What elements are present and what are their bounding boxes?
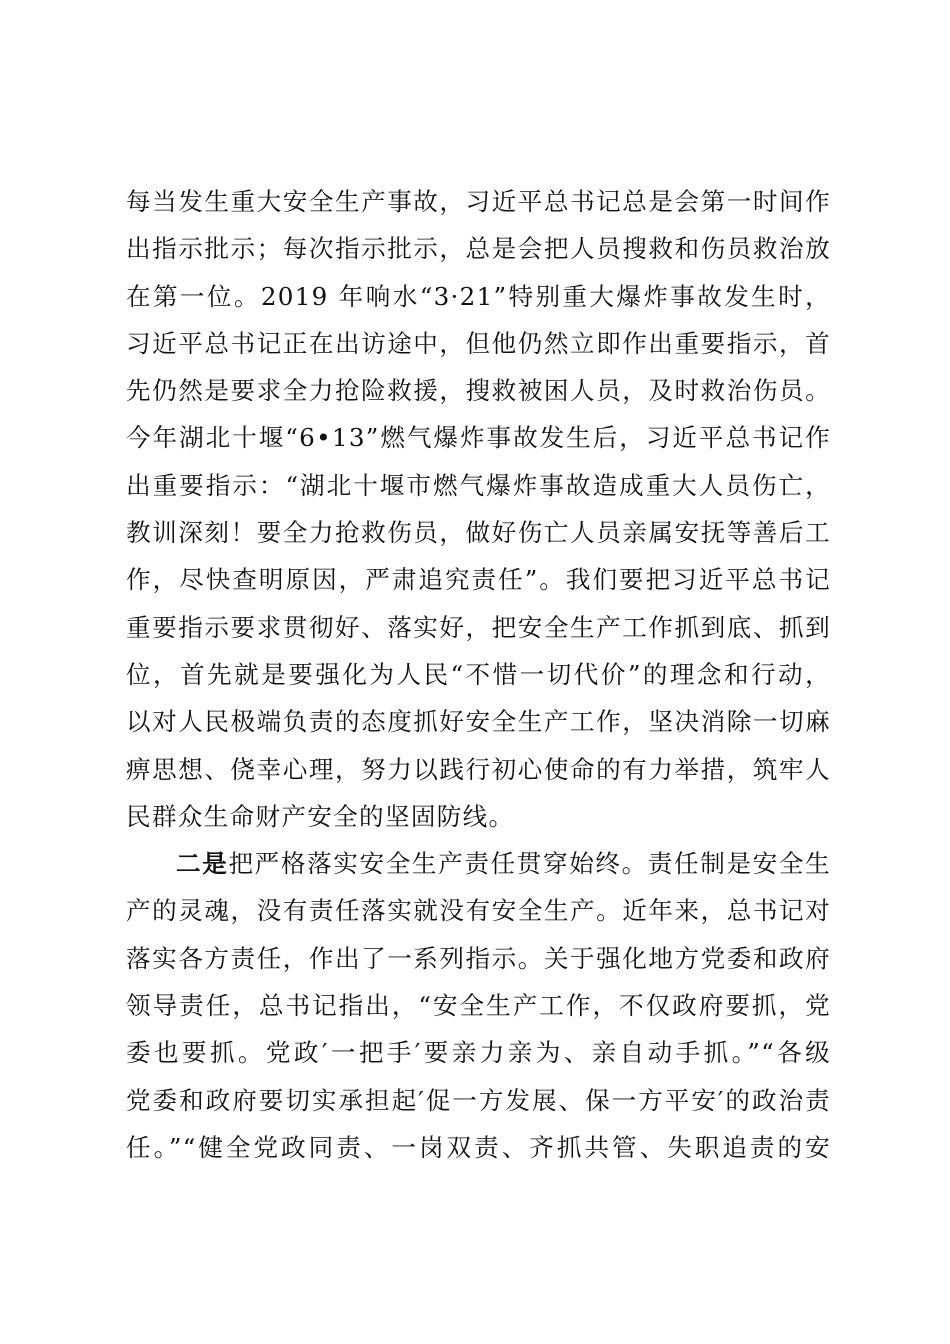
text-line: 落实各方责任，作出了一系列指示。关于强化地方党委和政府 [126, 943, 831, 973]
text-line: 习近平总书记正在出访途中，但他仍然立即作出重要指示，首 [126, 328, 831, 358]
text-line: 教训深刻！要全力抢救伤员，做好伤亡人员亲属安抚等善后工 [126, 518, 831, 548]
text-line: 出重要指示：“湖北十堰市燃气爆炸事故造成重大人员伤亡， [126, 470, 831, 500]
text-line: 领导责任，总书记指出，“安全生产工作，不仅政府要抓，党 [126, 991, 831, 1021]
paragraph-2-first-line [126, 840, 831, 887]
text-line: 重要指示要求贯彻好、落实好，把安全生产工作抓到底、抓到 [126, 612, 831, 642]
text-line: 先仍然是要求全力抢险救援，搜救被困人员，及时救治伤员。 [126, 376, 831, 406]
text-line: 党委和政府要切实承担起′促一方发展、保一方平安′的政治责 [126, 1085, 831, 1115]
text-line: 出指示批示；每次指示批示，总是会把人员搜救和伤员救治放 [126, 234, 831, 264]
text-line: 作，尽快查明原因，严肃追究责任”。我们要把习近平总书记 [126, 565, 831, 595]
text-line: 产的灵魂，没有责任落实就没有安全生产。近年来，总书记对 [126, 896, 831, 926]
paragraph-2 [126, 840, 831, 1171]
text-line: 民群众生命财产安全的坚固防线。 [126, 801, 515, 831]
document-body [126, 178, 831, 1171]
text-line: 委也要抓。党政′一把手′要亲力亲为、亲自动手抓。”“各级 [126, 1038, 831, 1068]
text-line: 痹思想、侥幸心理，努力以践行初心使命的有力举措，筑牢人 [126, 754, 831, 784]
paragraph-lead: 二是 [176, 849, 229, 879]
text-line: 位，首先就是要强化为人民“不惜一切代价”的理念和行动， [126, 659, 831, 689]
text-line: 任。”“健全党政同责、一岗双责、齐抓共管、失职追责的安 [126, 1132, 831, 1162]
paragraph-1 [126, 178, 831, 840]
paragraph-lead-rest: 把严格落实安全生产责任贯穿始终。责任制是安全生 [228, 849, 831, 879]
text-line: 以对人民极端负责的态度抓好安全生产工作，坚决消除一切麻 [126, 707, 831, 737]
text-line: 在第一位。2019 年响水“3·21”特别重大爆炸事故发生时， [126, 281, 831, 311]
text-line: 今年湖北十堰“6•13”燃气爆炸事故发生后，习近平总书记作 [126, 423, 831, 453]
text-line: 每当发生重大安全生产事故，习近平总书记总是会第一时间作 [126, 187, 831, 216]
